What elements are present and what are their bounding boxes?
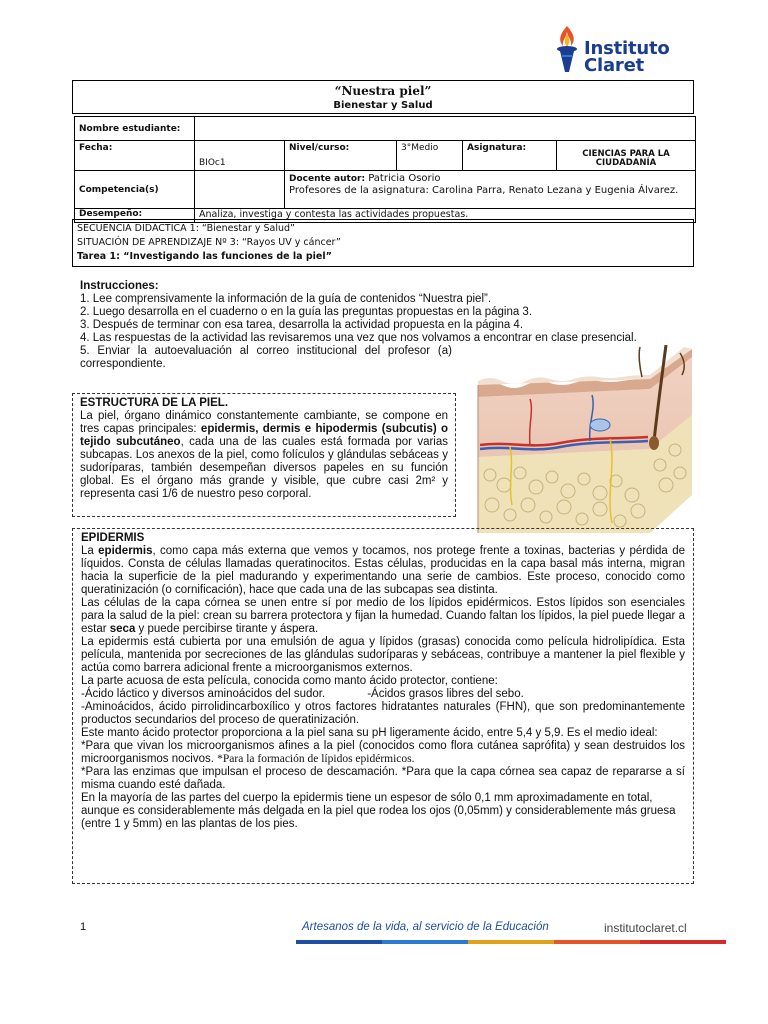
instruction-item: 3. Después de terminar con esa tarea, desarrolla la actividad propuesta en la página 4. (80, 319, 524, 331)
level-value[interactable]: 3°Medio (397, 141, 463, 171)
docente-label: Docente autor: (289, 174, 366, 184)
institute-logo (552, 24, 692, 76)
sequence-line-2: SITUACIÓN DE APRENDIZAJE Nº 3: “Rayos UV y cáncer” (77, 237, 341, 248)
torch-icon (552, 24, 582, 74)
document-subtitle: Bienestar y Salud (333, 100, 433, 111)
text-run: y puede percibirse tirante y áspera. (135, 623, 319, 635)
instruction-item: 1. Lee comprensivamente la información de la guía de contenidos “Nuestra piel”. (80, 293, 492, 305)
competence-label: Competencia(s) (75, 171, 195, 209)
performance-label: Desempeño: (75, 209, 195, 223)
bar-segment (640, 940, 726, 944)
sequence-line-1: SECUENCIA DIDÁCTICA 1: “Bienestar y Salud” (77, 223, 295, 234)
skin-layers-illustration (470, 345, 696, 535)
footer-url[interactable]: institutoclaret.cl (604, 921, 687, 935)
logo-line-1: Instituto (584, 38, 670, 59)
instructions-heading: Instrucciones: (80, 280, 159, 292)
epidermis-heading: EPIDERMIS (81, 532, 145, 544)
competence-value[interactable] (195, 171, 285, 209)
epidermis-paragraph-7: Este manto ácido protector proporciona a la piel sana su pH ligeramente ácido, entre 5,4 y 5,9. Es el medio ideal: (81, 727, 658, 739)
text-run: *Para que vivan los microorganismos afines a la piel (conocidos como flora cutánea saprófita) y sean destruidos los microorganismos nocivos. (81, 740, 685, 765)
epidermis-paragraph-6: -Aminoácidos, ácido pirrolidincarboxílico y otros factores hidratantes naturales (FHN), que son predominantemente productos secundarios del proceso de queratinización. (81, 701, 685, 726)
instruction-item: 5. Enviar la autoevaluación al correo institucional del profesor (a) correspondiente. (80, 345, 452, 370)
bar-segment (296, 940, 382, 944)
text-run: Las células de la capa córnea se unen entre sí por medio de los lípidos epidérmicos. Estos lípidos son esenciales para la salud de la piel: crean su barrera protectora y fijan la humedad. Cuando faltan los lípidos, la piel puede llegar a estar (81, 597, 685, 635)
performance-value: Analiza, investiga y contesta las actividades propuestas. (195, 209, 696, 223)
text-run: , como capa más externa que vemos y tocamos, nos protege frente a toxinas, bacterias y pérdida de líquidos. Consta de células llamadas queratinocitos. Estas células, producidas en la capa basal más interna, migran hacia la superficie de la piel madurando y experimentando una serie de cambios. Este proceso, conocido como queratinización (o cornificación), hace que cada una de las subcapas sea distinta. (81, 545, 685, 596)
document-title: “Nuestra piel” (334, 84, 432, 98)
instruction-item: 2. Luego desarrolla en el cuaderno o en la guía las preguntas propuestas en la página 3. (80, 306, 533, 318)
text-run: -Ácido láctico y diversos aminoácidos del sudor. (81, 688, 326, 700)
skin-structure-box (72, 393, 456, 517)
seca-bold: seca (109, 623, 136, 635)
teachers-text: Profesores de la asignatura: Carolina Parra, Renato Lezana y Eugenia Álvarez. (289, 185, 679, 196)
epidermis-paragraph-2 (81, 597, 685, 636)
epidermis-paragraph-5 (81, 688, 685, 701)
epidermis-paragraph-3: La epidermis está cubierta por una emulsión de agua y lípidos (grasas) conocida como película hidrolipídica. Esta película, mantenida por secreciones de las glándulas sudoríparas y sebáceas, contribuye a mantener la piel flexible y actúa como barrera adicional frente a microorganismos externos. (81, 636, 685, 674)
date-label: Fecha: (75, 141, 195, 171)
epidermis-paragraph-4: La parte acuosa de esta película, conocida como manto ácido protector, contiene: (81, 675, 498, 687)
epidermis-paragraph-9: *Para las enzimas que impulsan el proceso de descamación. *Para que la capa córnea sea capaz de repararse a sí misma cuando esté dañada. (81, 766, 685, 791)
epidermis-paragraph-8 (81, 740, 685, 766)
structure-heading: ESTRUCTURA DE LA PIEL. (80, 397, 229, 409)
structure-text-1: La piel, órgano dinámico constantemente cambiante, se compone en tres capas principales: (80, 410, 448, 435)
student-info-table (74, 116, 696, 223)
text-run: *Para la formación de lípidos epidérmicos. (217, 753, 415, 765)
instruction-item: 4. Las respuestas de la actividad las revisaremos una vez que nos volvamos a encontrar en clase presencial. (80, 332, 637, 344)
bar-segment (382, 940, 468, 944)
text-run: -Ácidos grasos libres del sebo. (367, 688, 524, 700)
student-name-field[interactable] (195, 117, 696, 141)
sequence-box (72, 219, 694, 267)
bar-segment (554, 940, 640, 944)
footer-slogan: Artesanos de la vida, al servicio de la Educación (302, 921, 549, 933)
epidermis-box (72, 528, 694, 884)
epidermis-paragraph-1 (81, 545, 685, 597)
subject-value: CIENCIAS PARA LA CIUDADANÍA (557, 141, 696, 171)
docente-cell (285, 171, 696, 209)
document-title-box (72, 80, 694, 114)
bar-segment (468, 940, 554, 944)
page-number: 1 (80, 921, 87, 933)
task-title: Tarea 1: “Investigando las funciones de la piel” (77, 251, 332, 262)
logo-line-2: Claret (584, 55, 645, 76)
epidermis-paragraph-10: En la mayoría de las partes del cuerpo la epidermis tiene un espesor de sólo 0,1 mm aproximadamente en total, aunque es considerablemente más delgada en la piel que rodea los ojos (0,05mm) y considerablemente más gruesa (entre 1 y 5mm) en las plantas de los pies. (81, 792, 676, 830)
level-label: Nivel/curso: (285, 141, 397, 171)
epidermis-bold: epidermis (98, 545, 153, 557)
structure-layers-bold: epidermis, dermis e hipodermis (subcutis) o tejido subcutáneo (80, 423, 448, 448)
footer-color-bar (296, 940, 726, 944)
subject-label: Asignatura: (463, 141, 557, 171)
text-run: La (81, 545, 99, 557)
structure-paragraph (80, 410, 448, 501)
student-name-label: Nombre estudiante: (75, 117, 195, 141)
docente-name: Patricia Osorio (365, 173, 441, 184)
date-value[interactable]: BIOc1 (195, 141, 285, 171)
structure-text-2: , cada una de las cuales está formada por varias subcapas. Los anexos de la piel, como folículos y glándulas sebáceas y sudoríparas, también desempeñan diversos papeles en su función global. Es el órgano más grande y visible, que cubre casi 2m² y representa casi 1/6 de nuestro peso corporal. (80, 436, 448, 500)
logo-text (584, 40, 670, 74)
